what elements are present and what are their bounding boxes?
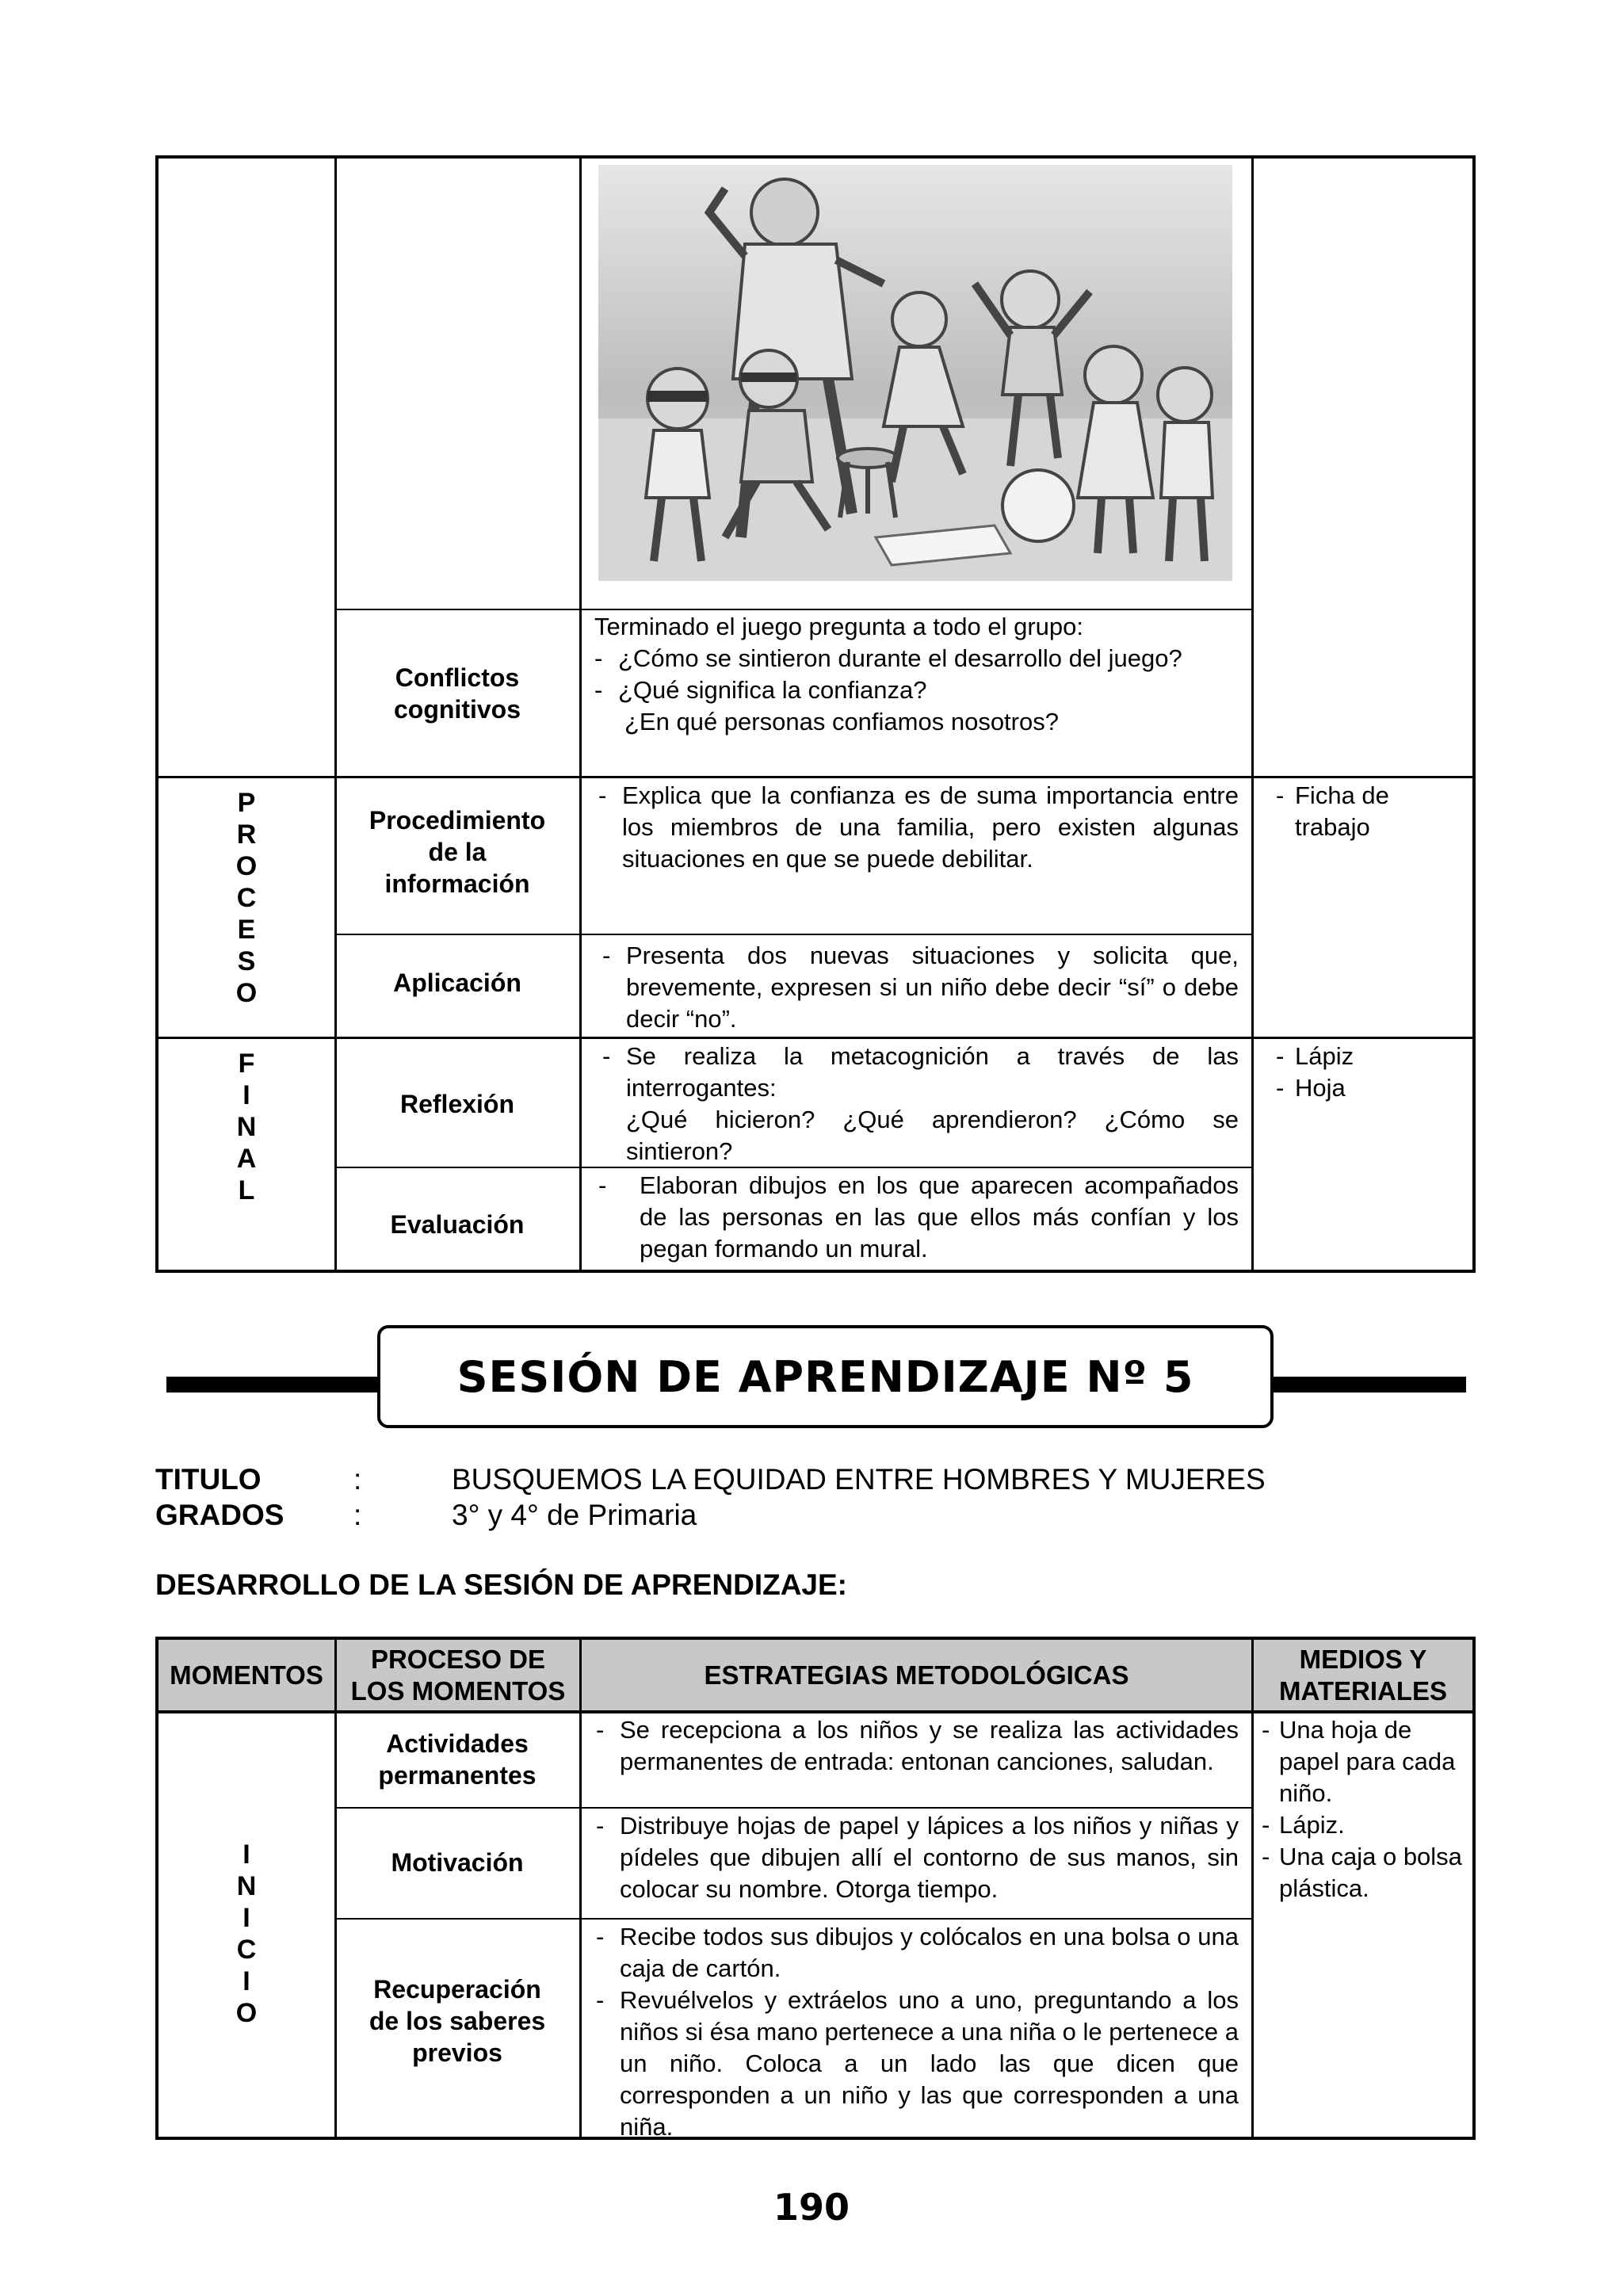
banner-box — [377, 1325, 1274, 1428]
grados-separator: : — [353, 1499, 362, 1531]
banner-title: SESIÓN DE APRENDIZAJE Nº 5 — [456, 1351, 1194, 1402]
page-number: 190 — [773, 2186, 850, 2229]
header-momentos: MOMENTOS — [158, 1640, 334, 1710]
content-reflexion — [602, 1041, 1239, 1167]
label-evaluacion: Evaluación — [390, 1210, 525, 1239]
grados-label: GRADOS — [155, 1499, 285, 1531]
momento-proceso: P R O C E S O — [235, 788, 258, 1008]
list-item: - ¿Qué significa la confianza? — [594, 676, 927, 704]
materiales-proceso — [1276, 780, 1466, 843]
content-conflictos — [594, 611, 1238, 738]
list-item: - Recibe todos sus dibujos y colócalos en una bolsa o una caja de cartón. — [596, 1923, 1239, 1982]
list-item: - Distribuye hojas de papel y lápices a los niños y niñas y pídeles que dibujen allí el contorno de sus manos, sin colocar su nombre. Otorga tiempo. — [596, 1812, 1239, 1903]
content-evaluacion — [598, 1170, 1239, 1265]
content-aplicacion — [602, 940, 1239, 1035]
titulo-separator: : — [353, 1463, 362, 1496]
list-item: - Elaboran dibujos en los que aparecen acompañados de las personas en las que ellos más confían y los pegan formando un mural. — [598, 1171, 1239, 1263]
label-procedimiento: Procedimiento de la información — [369, 806, 546, 898]
desarrollo-heading: DESARROLLO DE LA SESIÓN DE APRENDIZAJE: — [155, 1568, 848, 1601]
materiales-inicio — [1262, 1714, 1469, 1904]
list-item: - Ficha de trabajo — [1276, 781, 1389, 841]
list-item: - Lápiz — [1276, 1042, 1354, 1070]
list-item: - Lápiz. — [1262, 1811, 1345, 1839]
conflictos-extra: ¿En qué personas confiamos nosotros? — [624, 708, 1059, 735]
header-medios: MEDIOS Y MATERIALES — [1254, 1640, 1472, 1710]
titulo-label: TITULO — [155, 1463, 262, 1496]
list-item: - Una hoja de papel para cada niño. — [1262, 1716, 1456, 1807]
list-item: - Una caja o bolsa plástica. — [1262, 1843, 1462, 1902]
grados-value: 3° y 4° de Primaria — [452, 1499, 697, 1531]
reflexion-extra: ¿Qué hicieron? ¿Qué aprendieron? ¿Cómo se sintieron? — [626, 1106, 1239, 1165]
content-motivacion — [596, 1810, 1239, 1905]
list-item: - ¿Cómo se sintieron durante el desarrollo del juego? — [594, 644, 1182, 672]
list-item: - Se realiza la metacognición a través de las interrogantes: — [602, 1042, 1239, 1102]
materiales-final — [1276, 1041, 1466, 1104]
content-recuperacion — [596, 1921, 1239, 2143]
list-item: - Se recepciona a los niños y se realiza las actividades permanentes de entrada: entonan canciones, saludan. — [596, 1716, 1239, 1775]
header-estrategias: ESTRATEGIAS METODOLÓGICAS — [582, 1640, 1251, 1710]
list-item: - Hoja — [1276, 1074, 1346, 1102]
label-conflictos: Conflictos cognitivos — [393, 663, 521, 724]
header-proceso: PROCESO DE LOS MOMENTOS — [337, 1640, 579, 1710]
momento-final: F I N A L — [236, 1049, 257, 1205]
label-motivacion: Motivación — [391, 1848, 524, 1877]
list-item: - Presenta dos nuevas situaciones y solicita que, brevemente, expresen si un niño debe decir “sí” o debe decir “no”. — [602, 942, 1239, 1033]
list-item: - Explica que la confianza es de suma importancia entre los miembros de una familia, pero existen algunas situaciones en que se puede debilitar. — [598, 781, 1239, 873]
label-reflexion: Reflexión — [399, 1089, 515, 1118]
label-recuperacion: Recuperación de los saberes previos — [369, 1975, 546, 2067]
momento-inicio: I N I C I O — [235, 1839, 258, 2028]
list-item: - Revuélvelos y extráelos uno a uno, preguntando a los niños si ésa mano pertenece a una niña o le pertenece a un niño. Coloca a un lado las que dicen que corresponden a un niño y las que corresponden a una niña. — [596, 1986, 1239, 2141]
titulo-value: BUSQUEMOS LA EQUIDAD ENTRE HOMBRES Y MUJERES — [452, 1463, 1266, 1496]
illustration-image — [598, 165, 1232, 581]
label-actividades: Actividades permanentes — [378, 1729, 537, 1790]
content-procedimiento — [598, 780, 1239, 875]
label-aplicacion: Aplicación — [393, 968, 521, 997]
content-actividades — [596, 1714, 1239, 1778]
conflictos-intro: Terminado el juego pregunta a todo el grupo: — [594, 613, 1083, 640]
